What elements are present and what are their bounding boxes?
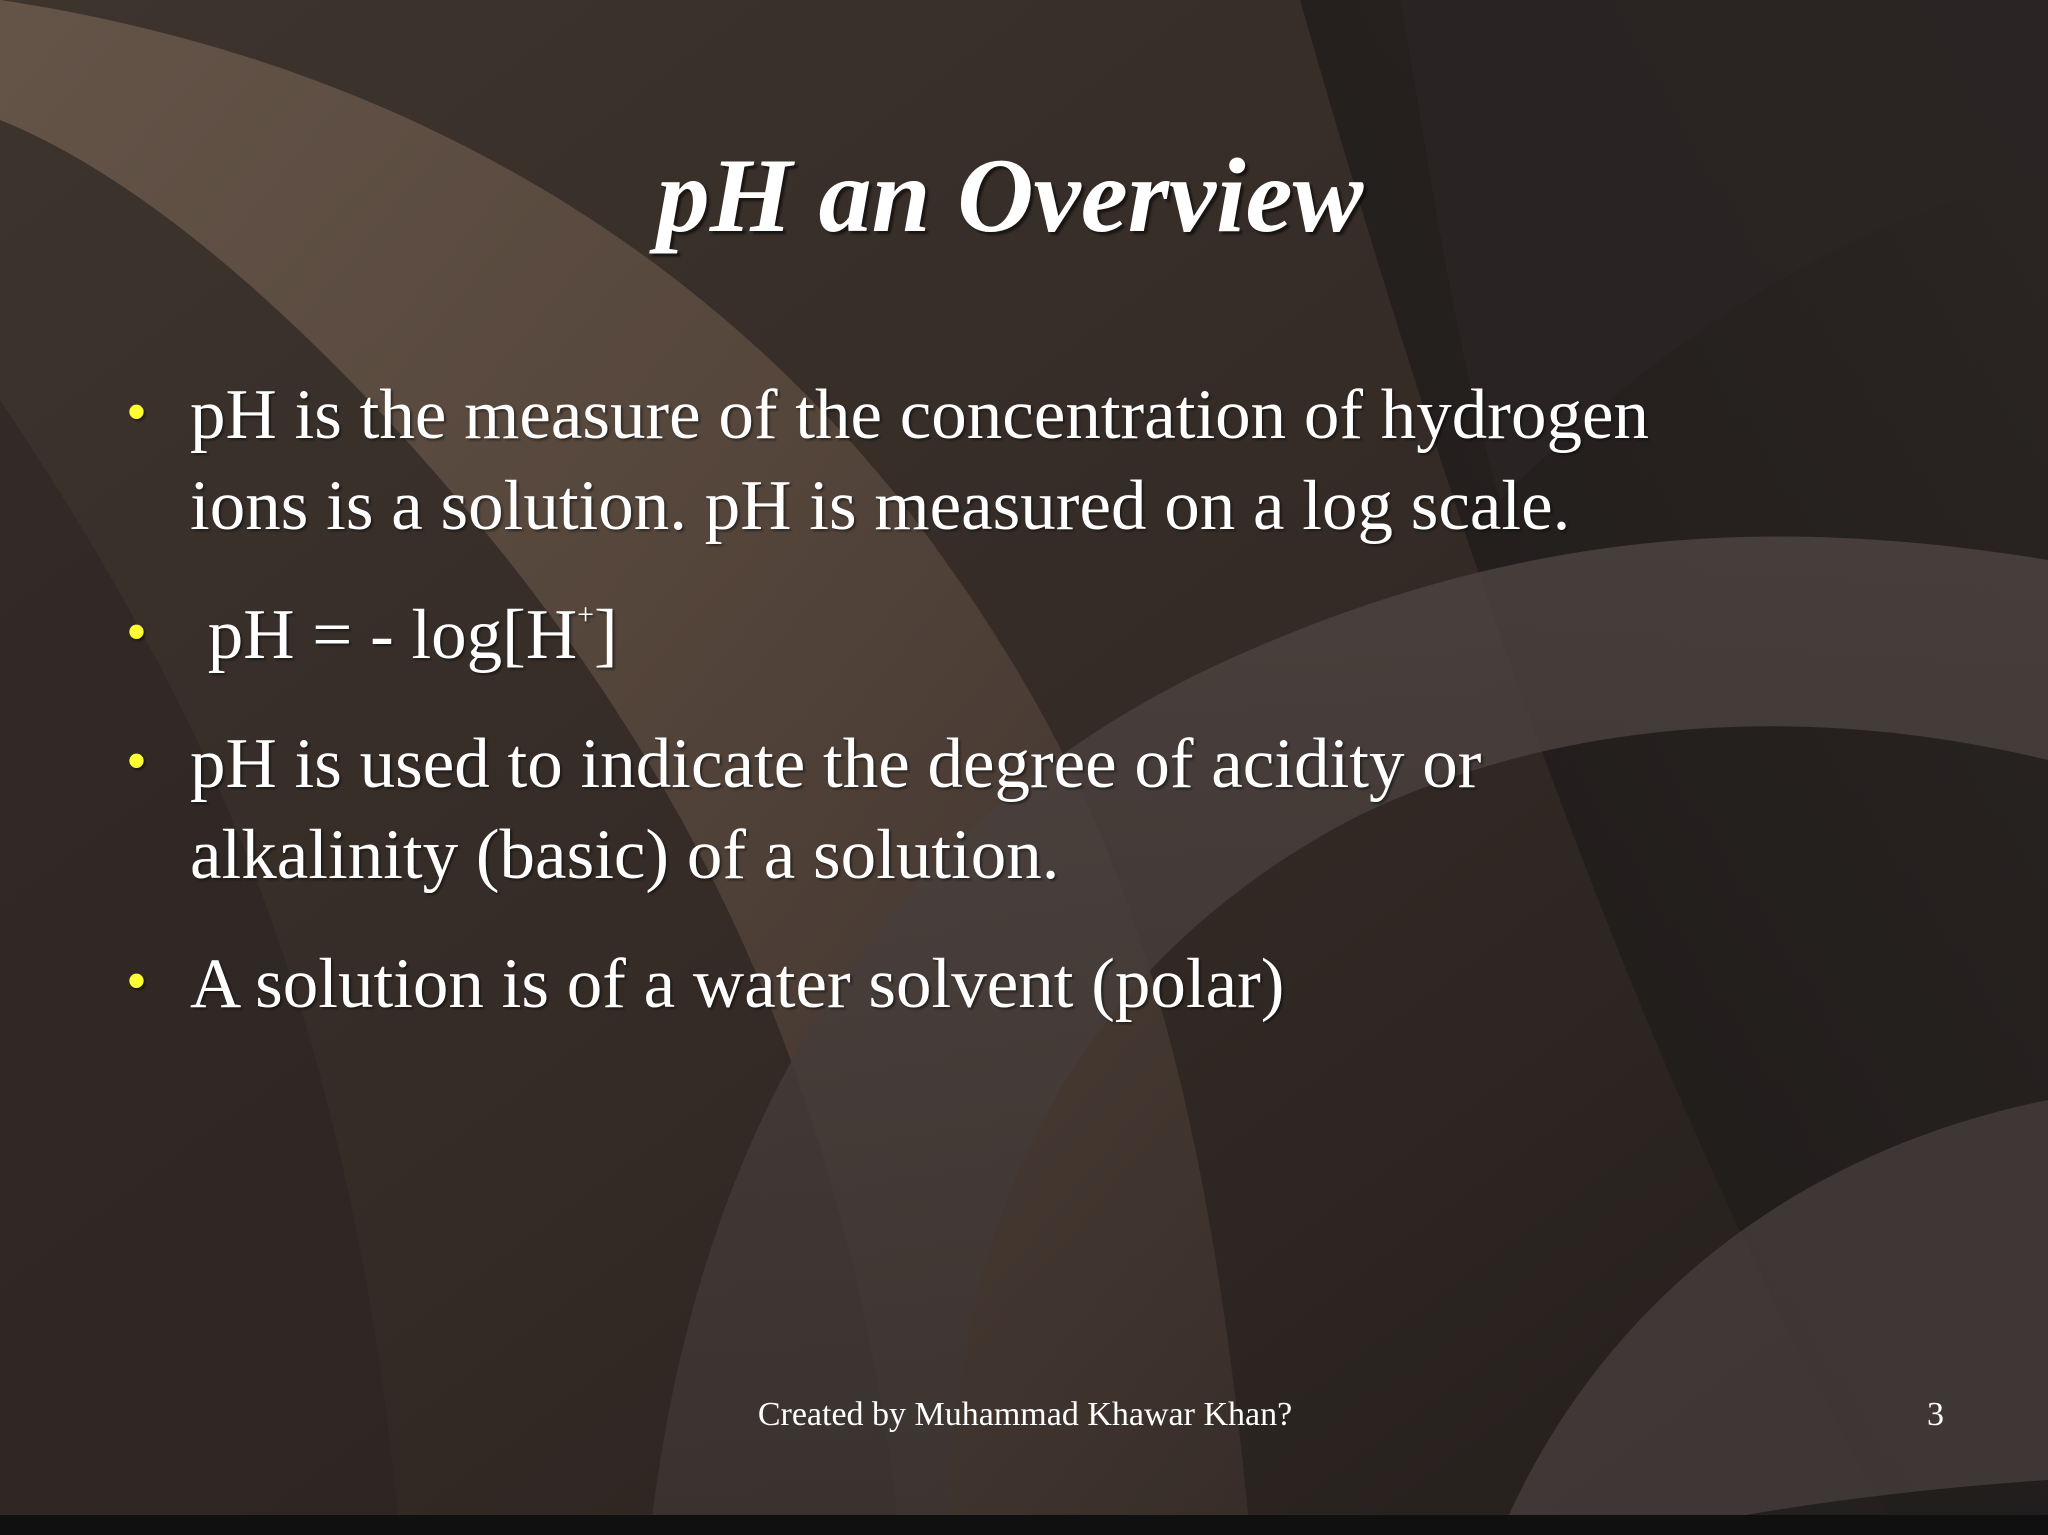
slide-footer: Created by Muhammad Khawar Khan? [757, 1396, 1293, 1433]
bullet-item-acidity [120, 719, 1980, 901]
slide-title: pH an Overview [656, 137, 1364, 254]
bullet-dot-icon: • [126, 379, 148, 445]
bullet-list [120, 370, 1980, 1068]
page-number: 3 [1927, 1396, 1944, 1433]
formula-main: pH = - log[H [190, 596, 578, 674]
bullet-text-line: pH is used to indicate the degree of acidity or [190, 725, 1482, 803]
bullet-dot-icon: • [126, 599, 148, 665]
bullet-text-line: ions is a solution. pH is measured on a log scale. [190, 467, 1571, 545]
bullet-text-line: A solution is of a water solvent (polar) [190, 945, 1285, 1023]
bullet-dot-icon: • [126, 948, 148, 1014]
bullet-text-line: pH is the measure of the concentration of hydrogen [190, 376, 1649, 454]
bullet-text-line: alkalinity (basic) of a solution. [190, 816, 1060, 894]
formula-end: ] [594, 596, 618, 674]
bullet-item-formula [120, 590, 1980, 681]
ph-formula [190, 590, 1980, 681]
bullet-item-solvent [120, 939, 1980, 1030]
formula-superscript: + [577, 598, 595, 631]
bullet-item-definition [120, 370, 1980, 552]
bullet-dot-icon: • [126, 728, 148, 794]
